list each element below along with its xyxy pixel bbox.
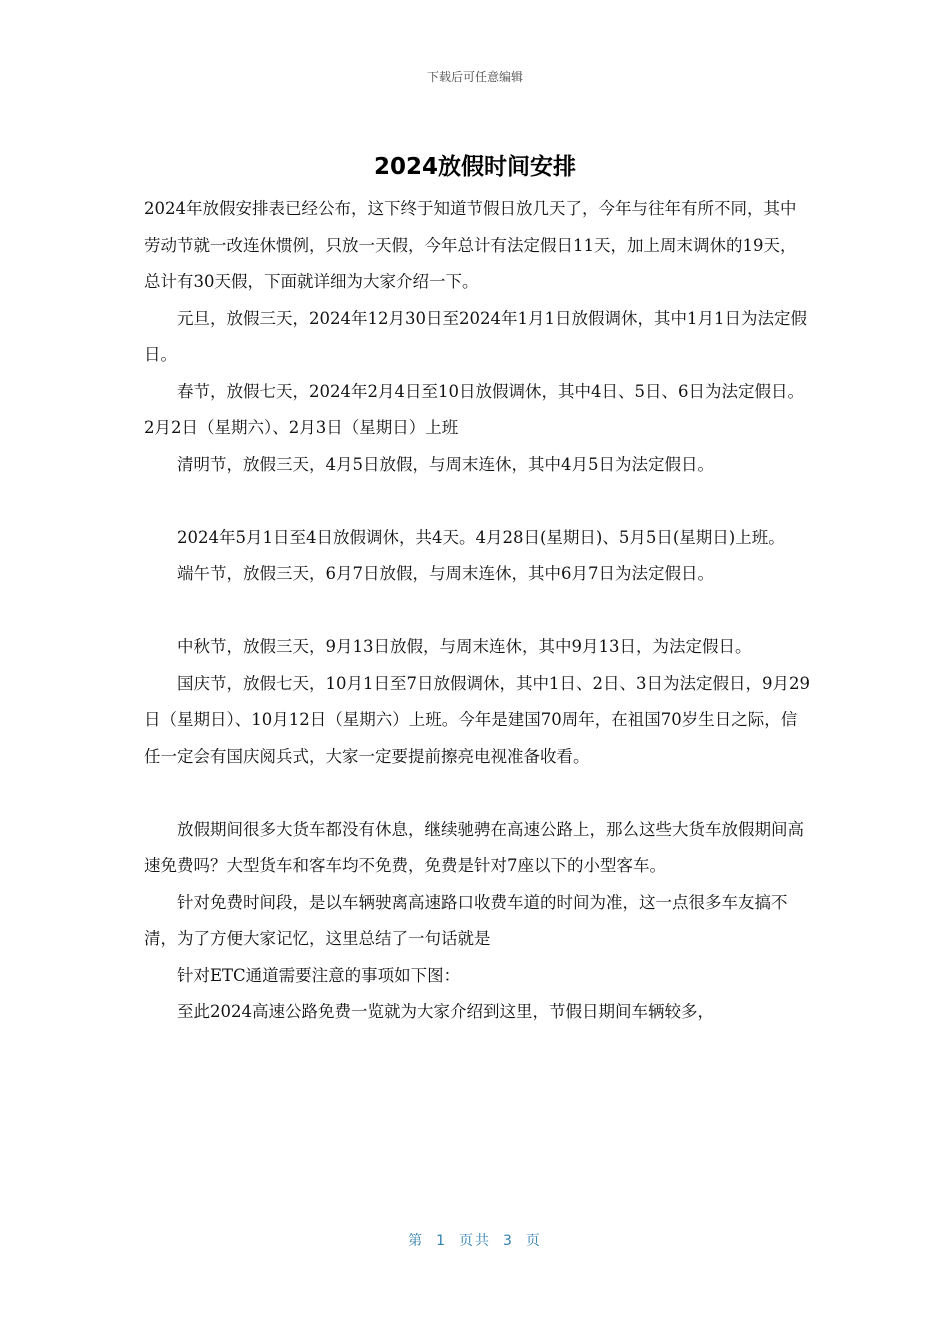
paragraph-national-day: 国庆节，放假七天，10月1日至7日放假调休，其中1日、2日、3日为法定假日，9月29日（星期日）、10月12日（星期六）上班。今年是建国70周年，在祖国70岁生日之际，信任一定会有国庆阅兵式，大家一定要提前擦亮电视准备收看。: [144, 673, 810, 766]
paragraph-new-year: 元旦，放假三天，2024年12月30日至2024年1月1日放假调休，其中1月1日为法定假日。: [144, 308, 807, 364]
paragraph-toll-time: 针对免费时间段，是以车辆驶离高速路口收费车道的时间为准，这一点很多车友搞不清，为了方便大家记忆，这里总结了一句话就是: [144, 892, 788, 948]
document-title: 2024放假时间安排: [373, 154, 576, 180]
page-footer: [0, 1230, 950, 1250]
paragraph-qingming: 清明节，放假三天，4月5日放假，与周末连休，其中4月5日为法定假日。: [177, 454, 714, 474]
paragraph-labor-day: 2024年5月1日至4日放假调休，共4天。4月28日(星期日)、5月5日(星期日)上班。: [177, 527, 785, 547]
total-pages-number: 3: [503, 1233, 514, 1249]
paragraph-closing: 至此2024高速公路免费一览就为大家介绍到这里，节假日期间车辆较多，: [177, 1002, 714, 1021]
paragraph-mid-autumn: 中秋节，放假三天，9月13日放假，与周末连休，其中9月13日，为法定假日。: [177, 637, 752, 656]
footer-suffix: 页: [525, 1233, 542, 1249]
paragraph-etc: 针对ETC通道需要注意的事项如下图：: [177, 965, 461, 985]
paragraph-trucks: 放假期间很多大货车都没有休息，继续驰骋在高速公路上，那么这些大货车放假期间高速免费吗？大型货车和客车均不免费，免费是针对7座以下的小型客车。: [144, 819, 804, 875]
paragraph-spring-festival: 春节，放假七天，2024年2月4日至10日放假调休，其中4日、5日、6日为法定假日。2月2日（星期六）、2月3日（星期日）上班: [144, 381, 804, 437]
document-body: [144, 191, 812, 1031]
page-header: 下载后可任意编辑: [426, 70, 523, 84]
footer-prefix: 第: [408, 1233, 425, 1249]
footer-middle: 页共: [459, 1233, 491, 1249]
paragraph-dragon-boat: 端午节，放假三天，6月7日放假，与周末连休，其中6月7日为法定假日。: [177, 564, 714, 583]
intro-paragraph: 2024年放假安排表已经公布，这下终于知道节假日放几天了，今年与往年有所不同，其中劳动节就一改连休惯例，只放一天假，今年总计有法定假日11天，加上周末调休的19天，总计有30天假，下面就详细为大家介绍一下。: [144, 199, 797, 291]
current-page-number: 1: [436, 1233, 447, 1249]
